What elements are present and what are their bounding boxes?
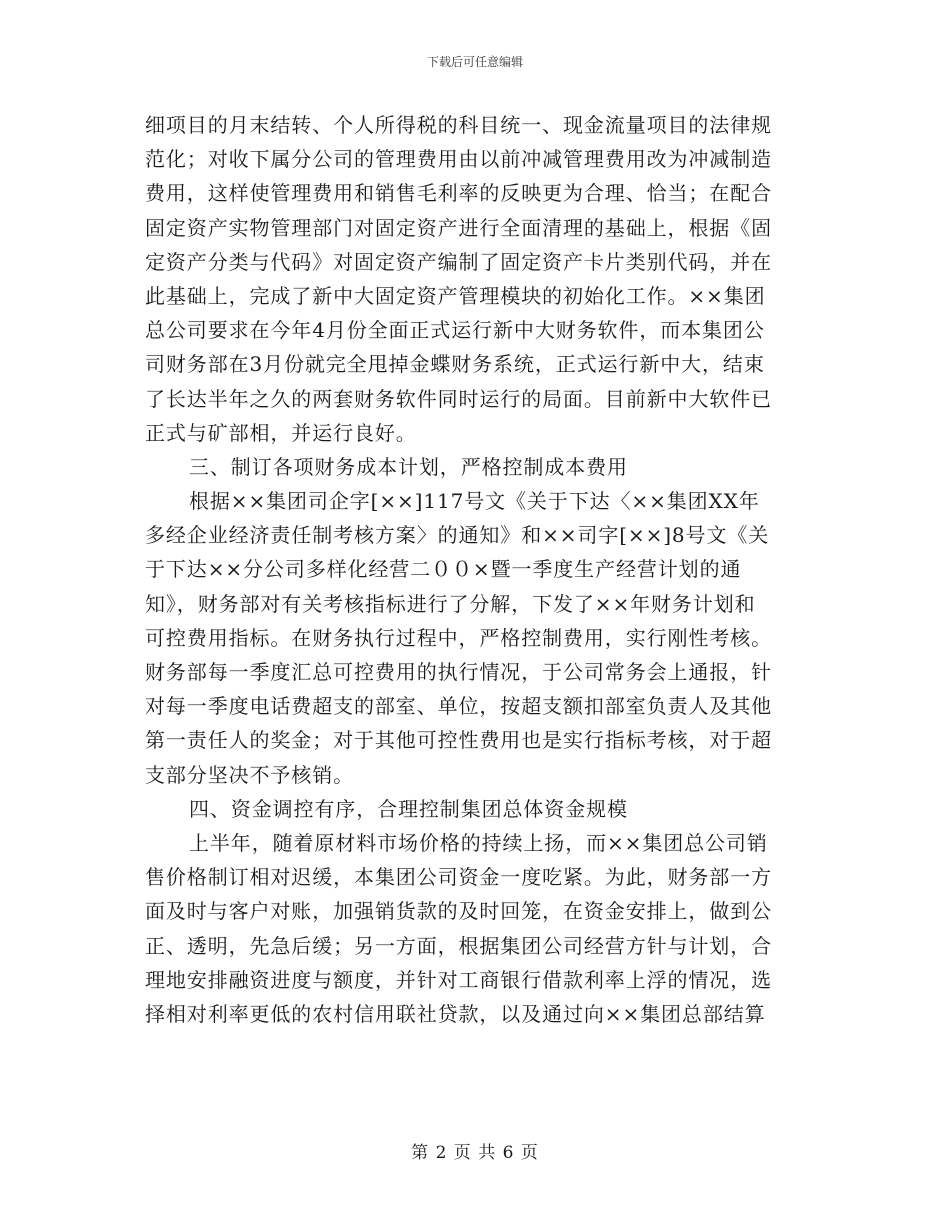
text-line: 上半年，随着原材料市场价格的持续上扬，而××集团总公司销	[189, 830, 768, 855]
text-line: 售价格制订相对迟缓，本集团公司资金一度吃紧。为此，财务部一方	[145, 865, 772, 890]
text-line: 正、透明，先急后缓；另一方面，根据集团公司经营方针与计划，合	[145, 933, 772, 958]
page-number: 第 2 页 共 6 页	[411, 1143, 539, 1163]
text-line: 固定资产实物管理部门对固定资产进行全面清理的基础上，根据《固	[145, 215, 772, 240]
page-header-note: 下载后可任意编辑	[426, 55, 523, 69]
text-line: 细项目的月末结转、个人所得税的科目统一、现金流量项目的法律规	[145, 113, 772, 137]
text-line: 对每一季度电话费超支的部室、单位，按超支额扣部室负责人及其他	[145, 694, 772, 719]
text-line: 费用，这样使管理费用和销售毛利率的反映更为合理、恰当；在配合	[145, 181, 772, 206]
text-line: 此基础上，完成了新中大固定资产管理模块的初始化工作。××集团	[145, 283, 766, 308]
text-line: 第一责任人的奖金；对于其他可控性费用也是实行指标考核，对于超	[145, 728, 772, 753]
text-line: 面及时与客户对账，加强销货款的及时回笼，在资金安排上，做到公	[145, 899, 772, 924]
text-line: 理地安排融资进度与额度，并针对工商银行借款利率上浮的情况，选	[145, 967, 772, 992]
text-line: 知》，财务部对有关考核指标进行了分解，下发了××年财务计划和	[145, 591, 756, 616]
text-line: 于下达××分公司多样化经营二００×暨一季度生产经营计划的通	[145, 557, 742, 582]
text-line: 司财务部在3月份就完全甩掉金蝶财务系统，正式运行新中大，结束	[145, 352, 765, 377]
text-line: 可控费用指标。在财务执行过程中，严格控制费用，实行刚性考核。	[145, 625, 772, 650]
text-line: 总公司要求在今年4月份全面正式运行新中大财务软件，而本集团公	[145, 318, 765, 343]
document-body	[145, 108, 805, 1031]
text-line: 正式与矿部相，并运行良好。	[145, 420, 417, 445]
text-line: 择相对利率更低的农村信用联社贷款，以及通过向××集团总部结算	[145, 1001, 766, 1026]
text-line: 定资产分类与代码》对固定资产编制了固定资产卡片类别代码，并在	[145, 249, 772, 274]
text-line: 多经企业经济责任制考核方案〉的通知》和××司字[××]8号文《关	[145, 523, 770, 548]
text-line: 了长达半年之久的两套财务软件同时运行的局面。目前新中大软件已	[145, 386, 772, 411]
text-line: 支部分坚决不予核销。	[145, 762, 354, 787]
text-line: 根据××集团司企字[××]117号文《关于下达〈××集团XX年	[189, 489, 760, 514]
section-heading: 四、资金调控有序，合理控制集团总体资金规模	[189, 796, 628, 821]
text-line: 范化；对收下属分公司的管理费用由以前冲减管理费用改为冲减制造	[145, 147, 772, 172]
section-heading: 三、制订各项财务成本计划，严格控制成本费用	[189, 454, 628, 479]
text-line: 财务部每一季度汇总可控费用的执行情况，于公司常务会上通报，针	[145, 660, 772, 684]
